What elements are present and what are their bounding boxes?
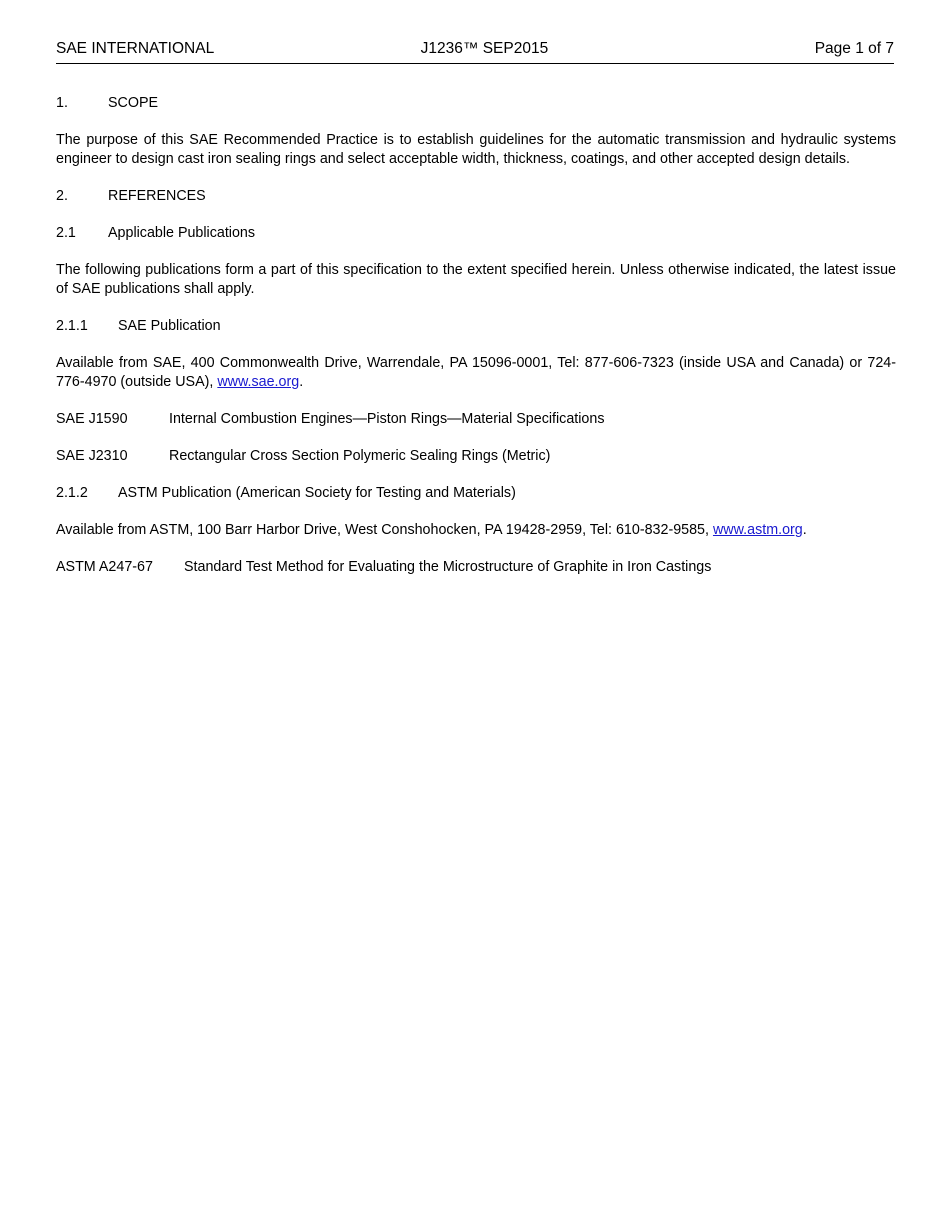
section-number-astm-publication: 2.1.2 xyxy=(56,485,88,501)
section-heading-references xyxy=(56,187,896,206)
section-heading-applicable-publications xyxy=(56,224,896,243)
reference-title: Rectangular Cross Section Polymeric Sealing Rings (Metric) xyxy=(169,448,551,464)
section-title-astm-publication: ASTM Publication (American Society for Testing and Materials) xyxy=(118,485,516,501)
page-header xyxy=(56,40,894,64)
sae-availability-text-pre: Available from SAE, 400 Commonwealth Drive, Warrendale, PA 15096-0001, Tel: 877-606-7323 (inside USA and Canada) or 724-776-4970 (outside USA), xyxy=(56,355,896,390)
header-organization: SAE INTERNATIONAL xyxy=(56,40,215,57)
section-number-references: 2. xyxy=(56,188,68,204)
sae-website-link[interactable]: www.sae.org xyxy=(217,374,300,390)
reference-code: SAE J1590 xyxy=(56,411,128,427)
sae-availability-paragraph xyxy=(56,354,896,392)
reference-title: Standard Test Method for Evaluating the Microstructure of Graphite in Iron Castings xyxy=(184,559,712,575)
document-body xyxy=(56,94,896,577)
section-title-sae-publication: SAE Publication xyxy=(118,318,221,334)
section-number-sae-publication: 2.1.1 xyxy=(56,318,88,334)
reference-item xyxy=(56,447,896,466)
astm-website-link[interactable]: www.astm.org xyxy=(712,522,803,538)
header-page-number: Page 1 of 7 xyxy=(814,40,894,57)
reference-code: ASTM A247-67 xyxy=(56,559,153,575)
astm-availability-text-post: . xyxy=(802,522,807,538)
astm-availability-paragraph xyxy=(56,521,896,540)
header-document-id: J1236™ SEP2015 xyxy=(420,40,549,57)
applicable-publications-paragraph: The following publications form a part of this specification to the extent specified herein. Unless otherwise indicated, the latest issue of SAE publications shall apply. xyxy=(56,262,896,297)
sae-availability-text-post: . xyxy=(299,374,304,390)
reference-code: SAE J2310 xyxy=(56,448,128,464)
section-title-scope: SCOPE xyxy=(108,95,159,111)
section-heading-scope xyxy=(56,94,896,113)
section-number-applicable-publications: 2.1 xyxy=(56,225,76,241)
scope-paragraph: The purpose of this SAE Recommended Practice is to establish guidelines for the automatic transmission and hydraulic systems engineer to design cast iron sealing rings and select acceptable width, thickness, coatings, and other accepted design details. xyxy=(56,132,896,167)
reference-item xyxy=(56,558,896,577)
reference-title: Internal Combustion Engines—Piston Rings—Material Specifications xyxy=(169,411,605,427)
section-title-references: REFERENCES xyxy=(108,188,206,204)
reference-item xyxy=(56,410,896,429)
section-heading-sae-publication xyxy=(56,317,896,336)
section-heading-astm-publication xyxy=(56,484,896,503)
section-number-scope: 1. xyxy=(56,95,68,111)
section-title-applicable-publications: Applicable Publications xyxy=(108,225,256,241)
astm-availability-text-pre: Available from ASTM, 100 Barr Harbor Drive, West Conshohocken, PA 19428-2959, Tel: 610-832-9585, xyxy=(56,522,713,538)
